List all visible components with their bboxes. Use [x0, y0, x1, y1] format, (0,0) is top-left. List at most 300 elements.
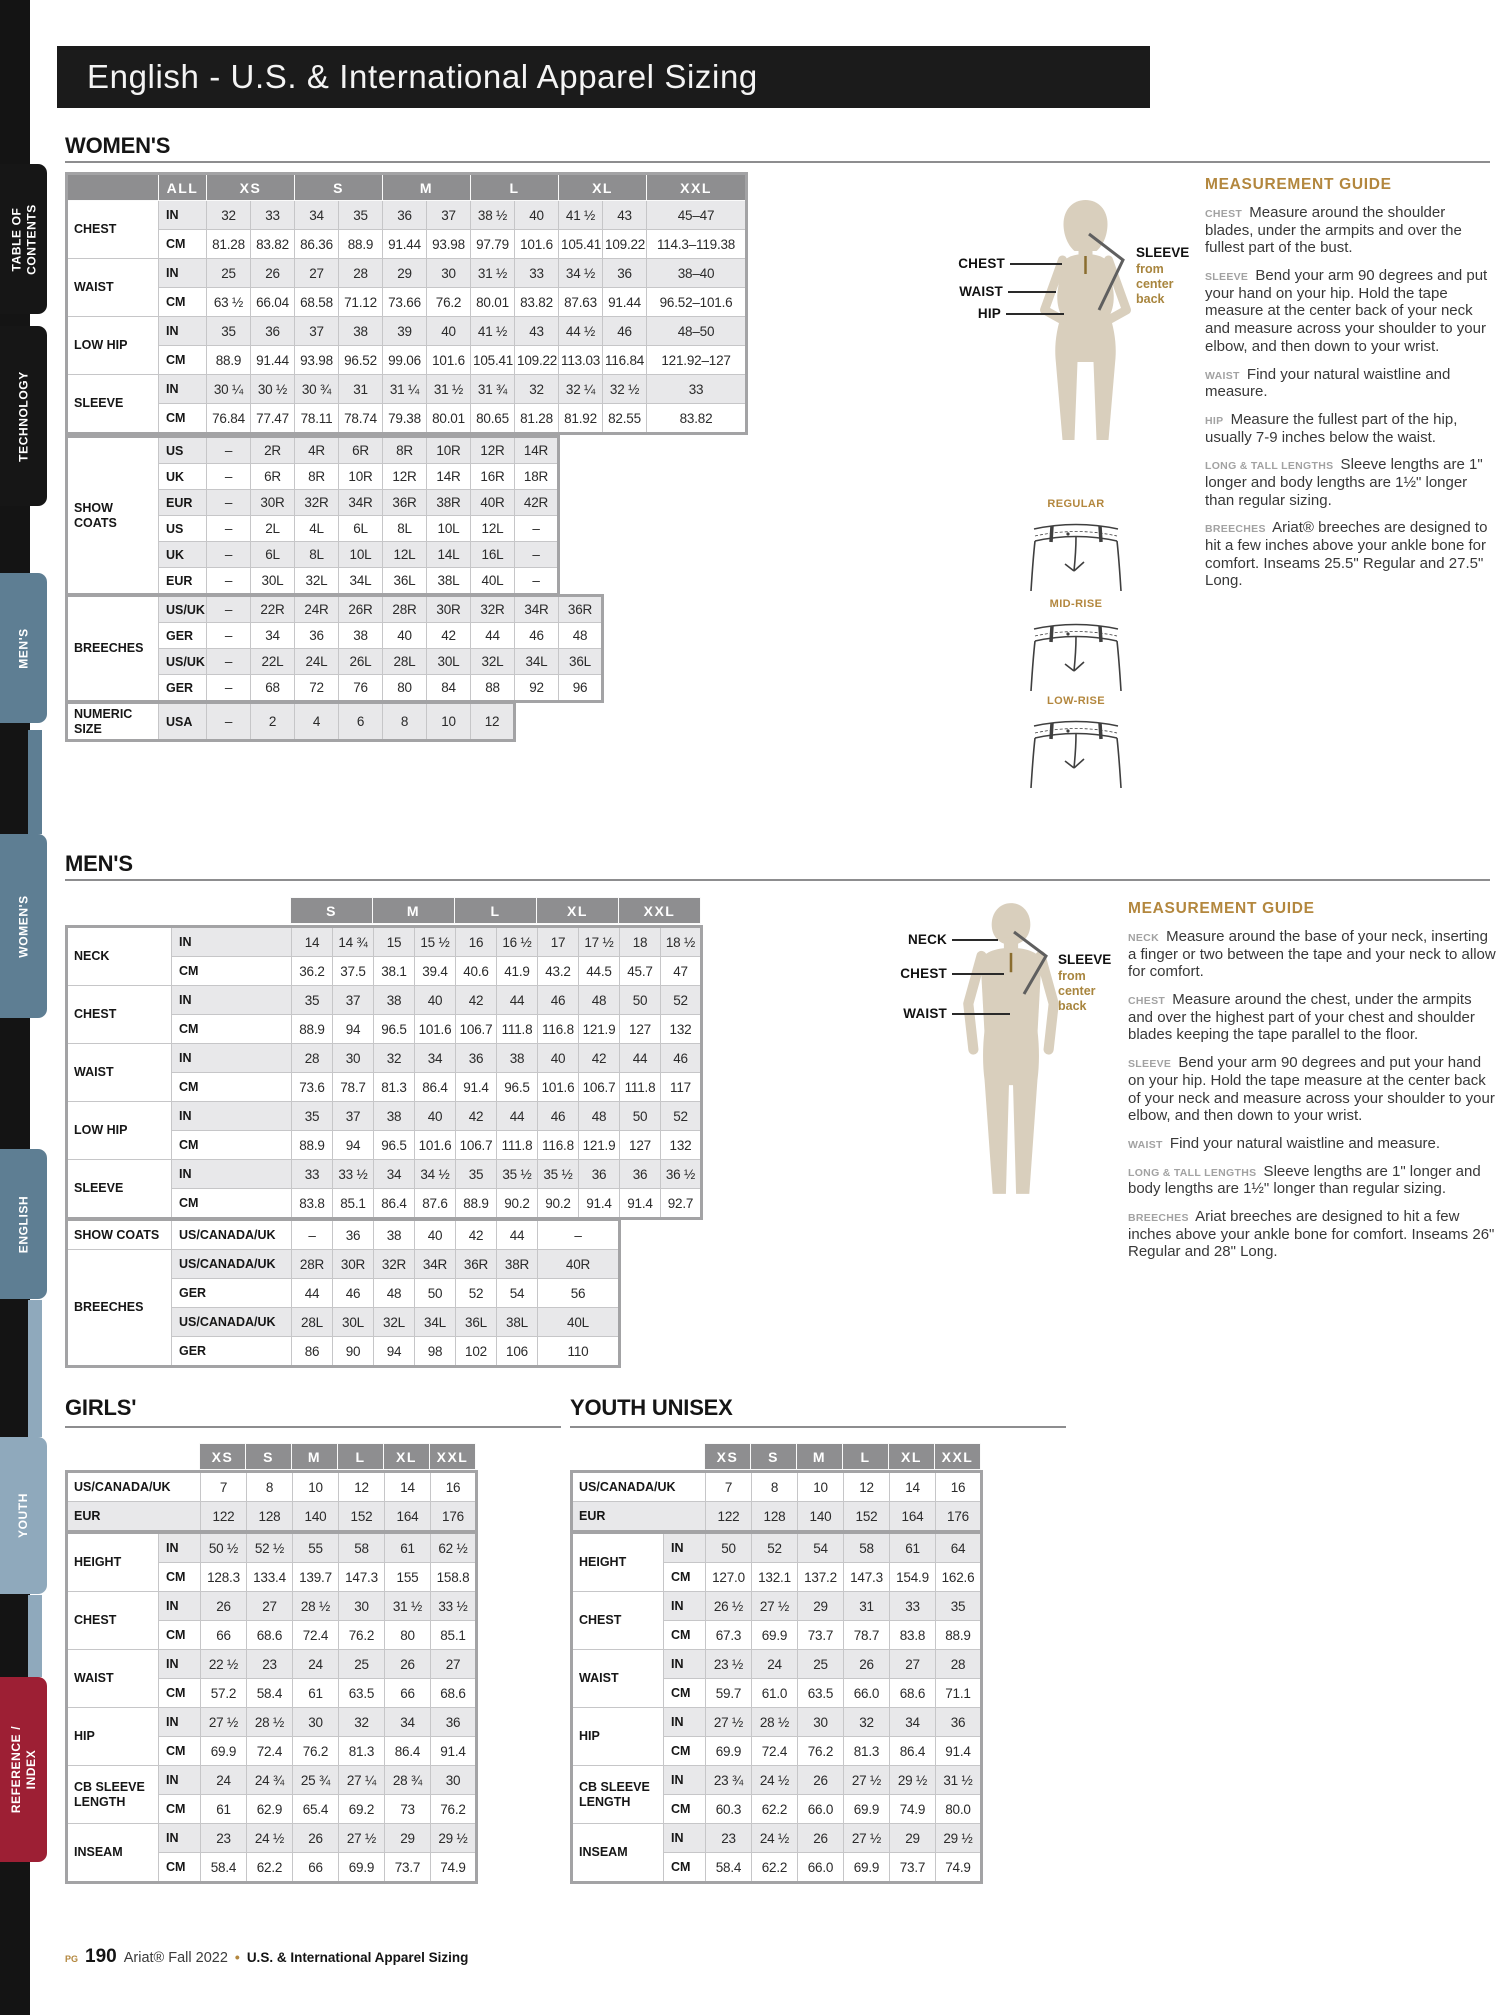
value-cell: 32L — [374, 1308, 415, 1337]
value-cell: 31 ¼ — [383, 375, 427, 404]
value-cell: 15 — [374, 927, 415, 957]
value-cell: 30 — [431, 1766, 477, 1795]
girls-sizes-table — [65, 1470, 478, 1533]
guide-item-text: Ariat® breeches are designed to hit a few inches above your ankle bone for comfort. Inseams 25.5" Regular and 27.5" Long. — [1205, 519, 1488, 590]
unit-cell: US/UK — [159, 596, 207, 623]
value-cell: – — [515, 542, 559, 568]
rise-diagram-low: LOW-RISE — [1028, 695, 1124, 799]
sidebar-tab-label: REFERENCE / INDEX — [8, 1725, 38, 1814]
value-cell: – — [207, 542, 251, 568]
value-cell: 23 — [201, 1824, 247, 1853]
value-cell: 12 — [844, 1472, 890, 1502]
value-cell: 28 — [292, 1044, 333, 1073]
value-cell: 101.6 — [538, 1073, 579, 1102]
value-cell: 28L — [383, 649, 427, 675]
size-table — [65, 1470, 478, 1533]
unit-cell: CM — [664, 1853, 706, 1883]
lab-cell: SHOW COATS — [67, 1220, 172, 1250]
value-cell: 86.4 — [890, 1737, 936, 1766]
value-cell: 44 — [471, 623, 515, 649]
value-cell: 30R — [251, 490, 295, 516]
unit-cell: IN — [172, 1160, 292, 1189]
value-cell: 85.1 — [431, 1621, 477, 1650]
unit-cell: IN — [664, 1708, 706, 1737]
value-cell: 61 — [890, 1533, 936, 1563]
sidebar-tab-womens[interactable] — [0, 834, 47, 1018]
value-cell: 127 — [620, 1131, 661, 1160]
value-cell: 6L — [251, 542, 295, 568]
sidebar-tab-english[interactable] — [0, 1149, 47, 1299]
value-cell: 40 — [383, 623, 427, 649]
rise-diagram-regular: REGULAR — [1028, 498, 1124, 602]
value-cell: 26 — [201, 1592, 247, 1621]
value-cell: 29 — [890, 1824, 936, 1853]
value-cell: 33 ½ — [333, 1160, 374, 1189]
value-cell: 111.8 — [497, 1015, 538, 1044]
value-cell: 28 ½ — [752, 1708, 798, 1737]
value-cell: 34R — [515, 596, 559, 623]
unit-cell: IN — [159, 1650, 201, 1679]
value-cell: 32 ½ — [603, 375, 647, 404]
guide-item-key: WAIST — [1128, 1138, 1163, 1151]
value-cell: 147.3 — [844, 1563, 890, 1592]
sidebar-tab-technology[interactable] — [0, 326, 47, 506]
value-cell: 101.6 — [515, 230, 559, 259]
value-cell: 101.6 — [415, 1131, 456, 1160]
value-cell: 36L — [383, 568, 427, 595]
value-cell: 110 — [538, 1337, 620, 1367]
lab-cell: CHEST — [67, 1592, 159, 1650]
callout-chest-m: CHEST — [862, 966, 1004, 981]
guide-item-key: BREECHES — [1205, 523, 1266, 536]
value-cell: 54 — [497, 1279, 538, 1308]
value-cell: 31 ½ — [385, 1592, 431, 1621]
value-cell: 26R — [339, 596, 383, 623]
value-cell: 132.1 — [752, 1563, 798, 1592]
value-cell: 2L — [251, 516, 295, 542]
value-cell: 30 ½ — [251, 375, 295, 404]
value-cell: 154.9 — [890, 1563, 936, 1592]
jeans-rise-icon — [1028, 613, 1124, 697]
value-cell: 86.4 — [374, 1189, 415, 1219]
value-cell: 10 — [798, 1472, 844, 1502]
section-divider-youth — [570, 1426, 1066, 1428]
lab-cell: NUMERIC SIZE — [67, 703, 159, 741]
value-cell: 10 — [293, 1472, 339, 1502]
size-table — [570, 1531, 983, 1884]
value-cell: 24 ½ — [247, 1824, 293, 1853]
callout-waist: WAIST — [930, 284, 1056, 299]
value-cell: 59.7 — [706, 1679, 752, 1708]
guide-item — [1128, 1208, 1498, 1261]
lab-cell: WAIST — [67, 1044, 172, 1102]
unit-cell: CM — [664, 1563, 706, 1592]
value-cell: 57.2 — [201, 1679, 247, 1708]
value-cell: 79.38 — [383, 404, 427, 434]
unit-cell: CM — [159, 1795, 201, 1824]
sidebar-tab-mens[interactable] — [0, 573, 47, 723]
value-cell: 66.0 — [798, 1853, 844, 1883]
lab-cell: INSEAM — [572, 1824, 664, 1883]
unit-cell: CM — [664, 1737, 706, 1766]
value-cell: 116.84 — [603, 346, 647, 375]
sleeve-note-mens: SLEEVE from center back — [1058, 952, 1112, 1013]
value-cell: 28 ¾ — [385, 1766, 431, 1795]
mens-measurement-guide — [1128, 900, 1498, 1271]
value-cell: 83.82 — [647, 404, 747, 434]
value-cell: 73.66 — [383, 288, 427, 317]
value-cell: 40.6 — [456, 957, 497, 986]
value-cell: – — [207, 596, 251, 623]
value-cell: 38 — [339, 623, 383, 649]
value-cell: 14 — [890, 1472, 936, 1502]
value-cell: 32 — [339, 1708, 385, 1737]
value-cell: 26 — [798, 1766, 844, 1795]
value-cell: 30 — [427, 259, 471, 288]
value-cell: 32R — [374, 1250, 415, 1279]
value-cell: 30L — [427, 649, 471, 675]
value-cell: 69.9 — [844, 1853, 890, 1883]
value-cell: 34L — [339, 568, 383, 595]
value-cell: 41.9 — [497, 957, 538, 986]
value-cell: 26 ½ — [706, 1592, 752, 1621]
value-cell: 137.2 — [798, 1563, 844, 1592]
value-cell: 81.92 — [559, 404, 603, 434]
section-title-mens: MEN'S — [65, 851, 133, 876]
value-cell: 96 — [559, 675, 603, 702]
value-cell: 88.9 — [207, 346, 251, 375]
lab-cell: INSEAM — [67, 1824, 159, 1883]
lab-cell: CHEST — [67, 986, 172, 1044]
value-cell: 122 — [706, 1502, 752, 1532]
hdr-cell: L — [843, 1444, 889, 1470]
page-footer — [65, 1946, 468, 1968]
jeans-rise-icon — [1028, 710, 1124, 794]
lab-cell: US/CANADA/UK — [67, 1472, 201, 1502]
unit-cell: CM — [159, 1737, 201, 1766]
guide-item — [1205, 267, 1495, 355]
value-cell: 78.74 — [339, 404, 383, 434]
value-cell: 27 ½ — [201, 1708, 247, 1737]
value-cell: 8R — [383, 437, 427, 464]
unit-cell: IN — [172, 986, 292, 1015]
value-cell: – — [207, 675, 251, 702]
value-cell: 94 — [333, 1015, 374, 1044]
value-cell: 28R — [383, 596, 427, 623]
value-cell: 133.4 — [247, 1563, 293, 1592]
value-cell: 117 — [661, 1073, 702, 1102]
value-cell: 41 ½ — [471, 317, 515, 346]
size-table — [65, 1531, 478, 1884]
value-cell: 32L — [295, 568, 339, 595]
value-cell: 33 ½ — [431, 1592, 477, 1621]
unit-cell: IN — [159, 317, 207, 346]
value-cell: – — [207, 464, 251, 490]
unit-cell: CM — [172, 1015, 292, 1044]
value-cell: 83.8 — [890, 1621, 936, 1650]
sidebar-rail-segment — [28, 1595, 42, 1677]
value-cell: 81.3 — [374, 1073, 415, 1102]
value-cell: 32R — [471, 596, 515, 623]
guide-item — [1128, 928, 1498, 981]
value-cell: 26 — [798, 1824, 844, 1853]
value-cell: – — [207, 703, 251, 741]
guide-item — [1205, 366, 1495, 401]
value-cell: 40 — [427, 317, 471, 346]
value-cell: 23 — [706, 1824, 752, 1853]
lab-cell: HEIGHT — [572, 1533, 664, 1592]
sidebar-tab-label: YOUTH — [16, 1493, 30, 1538]
value-cell: 80 — [383, 675, 427, 702]
value-cell: 6R — [339, 437, 383, 464]
guide-item-key: CHEST — [1205, 208, 1243, 220]
value-cell: 88.9 — [339, 230, 383, 259]
value-cell: 74.9 — [890, 1795, 936, 1824]
value-cell: 32L — [471, 649, 515, 675]
section-divider-mens — [65, 879, 1490, 881]
value-cell: 69.9 — [201, 1737, 247, 1766]
value-cell: 68 — [251, 675, 295, 702]
value-cell: 42 — [456, 1102, 497, 1131]
value-cell: 52 ½ — [247, 1533, 293, 1563]
value-cell: 45–47 — [647, 201, 747, 230]
value-cell: 74.9 — [431, 1853, 477, 1883]
hdr-cell: S — [291, 898, 373, 924]
unit-cell: US — [159, 437, 207, 464]
lab-cell: CB SLEEVE LENGTH — [572, 1766, 664, 1824]
sidebar-tab-label: WOMEN'S — [16, 894, 30, 958]
size-table — [65, 1218, 621, 1368]
value-cell: 42 — [456, 986, 497, 1015]
value-cell: 87.6 — [415, 1189, 456, 1219]
value-cell: 28R — [292, 1250, 333, 1279]
value-cell: 72 — [295, 675, 339, 702]
value-cell: 40L — [538, 1308, 620, 1337]
unit-cell: IN — [172, 1044, 292, 1073]
value-cell: 25 — [339, 1650, 385, 1679]
value-cell: 40 — [415, 986, 456, 1015]
lab-cell: SHOW COATS — [67, 437, 159, 595]
value-cell: 46 — [603, 317, 647, 346]
unit-cell: IN — [664, 1533, 706, 1563]
value-cell: 121.9 — [579, 1131, 620, 1160]
value-cell: 80.0 — [936, 1795, 982, 1824]
lab-cell: NECK — [67, 927, 172, 986]
size-table — [570, 1470, 983, 1533]
unit-cell: US — [159, 516, 207, 542]
value-cell: 4L — [295, 516, 339, 542]
guide-item — [1128, 1135, 1498, 1153]
value-cell: 16 — [431, 1472, 477, 1502]
value-cell: 36 — [333, 1220, 374, 1250]
guide-item — [1205, 456, 1495, 509]
value-cell: 54 — [798, 1533, 844, 1563]
value-cell: 106.7 — [456, 1131, 497, 1160]
guide-item-text: Measure the fullest part of the hip, usually 7-9 inches below the waist. — [1205, 410, 1458, 446]
value-cell: 76.2 — [798, 1737, 844, 1766]
value-cell: 99.06 — [383, 346, 427, 375]
value-cell: – — [207, 623, 251, 649]
unit-cell: CM — [159, 1621, 201, 1650]
callout-neck: NECK — [862, 932, 998, 947]
unit-cell: IN — [159, 259, 207, 288]
value-cell: 86.4 — [385, 1737, 431, 1766]
value-cell: 91.44 — [603, 288, 647, 317]
sidebar-tab-table-of-contents[interactable] — [0, 164, 47, 314]
value-cell: 48–50 — [647, 317, 747, 346]
callout-line — [1010, 263, 1062, 265]
value-cell: 132 — [661, 1131, 702, 1160]
section-divider-womens — [65, 161, 1490, 163]
value-cell: 36 — [579, 1160, 620, 1189]
value-cell: 39.4 — [415, 957, 456, 986]
sidebar-tab-youth[interactable] — [0, 1437, 47, 1594]
value-cell: 31 ¾ — [471, 375, 515, 404]
value-cell: 37 — [333, 1102, 374, 1131]
value-cell: 98 — [415, 1337, 456, 1367]
value-cell: 48 — [579, 986, 620, 1015]
value-cell: 16L — [471, 542, 515, 568]
value-cell: 38 — [497, 1044, 538, 1073]
value-cell: 27 — [431, 1650, 477, 1679]
value-cell: 83.82 — [515, 288, 559, 317]
unit-cell: CM — [159, 346, 207, 375]
value-cell: 2 — [251, 703, 295, 741]
value-cell: 36 — [251, 317, 295, 346]
value-cell: 37 — [427, 201, 471, 230]
value-cell: 27 ½ — [844, 1766, 890, 1795]
value-cell: 91.4 — [936, 1737, 982, 1766]
value-cell: 34 — [415, 1044, 456, 1073]
hdr-cell: S — [246, 1444, 292, 1470]
value-cell: 24L — [295, 649, 339, 675]
value-cell: 40R — [538, 1250, 620, 1279]
value-cell: 88.9 — [292, 1015, 333, 1044]
value-cell: 35 — [292, 1102, 333, 1131]
value-cell: 38L — [427, 568, 471, 595]
value-cell: 116.8 — [538, 1015, 579, 1044]
value-cell: 8 — [383, 703, 427, 741]
value-cell: 4 — [295, 703, 339, 741]
guide-item — [1128, 1054, 1498, 1125]
sidebar-tab-label: TABLE OF CONTENTS — [8, 203, 38, 275]
value-cell: 23 — [247, 1650, 293, 1679]
unit-cell: UK — [159, 464, 207, 490]
value-cell: 69.9 — [706, 1737, 752, 1766]
hdr-cell — [67, 174, 159, 201]
unit-cell: IN — [159, 1824, 201, 1853]
jeans-rise-icon — [1028, 513, 1124, 597]
value-cell: 12L — [471, 516, 515, 542]
value-cell: 87.63 — [559, 288, 603, 317]
callout-chest: CHEST — [930, 256, 1062, 271]
value-cell: 26 — [385, 1650, 431, 1679]
value-cell: 6 — [339, 703, 383, 741]
unit-cell: GER — [159, 675, 207, 702]
value-cell: 106 — [497, 1337, 538, 1367]
value-cell: 66.0 — [844, 1679, 890, 1708]
value-cell: 88 — [471, 675, 515, 702]
value-cell: 38 — [374, 1102, 415, 1131]
womens-measurements-table — [65, 172, 748, 435]
value-cell: 33 — [292, 1160, 333, 1189]
value-cell: 45.7 — [620, 957, 661, 986]
value-cell: 4R — [295, 437, 339, 464]
value-cell: 10R — [427, 437, 471, 464]
value-cell: 41 ½ — [559, 201, 603, 230]
unit-cell: IN — [664, 1766, 706, 1795]
value-cell: 38R — [427, 490, 471, 516]
lab-cell: CHEST — [572, 1592, 664, 1650]
guide-item-key: HIP — [1205, 414, 1224, 427]
value-cell: 61 — [385, 1533, 431, 1563]
sleeve-measure-line-icon — [1012, 928, 1058, 1000]
value-cell: 14R — [515, 437, 559, 464]
value-cell: 36R — [559, 596, 603, 623]
lab-cell: LOW HIP — [67, 1102, 172, 1160]
value-cell: 76 — [339, 675, 383, 702]
value-cell: 46 — [661, 1044, 702, 1073]
value-cell: 48 — [559, 623, 603, 649]
hdr-cell: S — [751, 1444, 797, 1470]
value-cell: 64 — [936, 1533, 982, 1563]
value-cell: 44 — [497, 1102, 538, 1131]
value-cell: 10L — [339, 542, 383, 568]
hdr-cell: XL — [537, 898, 619, 924]
value-cell: 132 — [661, 1015, 702, 1044]
value-cell: 72.4 — [247, 1737, 293, 1766]
value-cell: 33 — [647, 375, 747, 404]
value-cell: 25 — [798, 1650, 844, 1679]
unit-cell: IN — [159, 201, 207, 230]
value-cell: 31 ½ — [936, 1766, 982, 1795]
value-cell: 32 — [374, 1044, 415, 1073]
value-cell: 26 — [293, 1824, 339, 1853]
value-cell: 52 — [661, 986, 702, 1015]
mens-size-header — [290, 897, 701, 924]
value-cell: 86 — [292, 1337, 333, 1367]
hdr-cell: L — [471, 174, 559, 201]
value-cell: 40 — [415, 1102, 456, 1131]
value-cell: 37.5 — [333, 957, 374, 986]
page-header-bar — [57, 46, 1150, 108]
lab-cell: HEIGHT — [67, 1533, 159, 1592]
value-cell: 66 — [385, 1679, 431, 1708]
value-cell: 34 — [890, 1708, 936, 1737]
value-cell: 58.4 — [706, 1853, 752, 1883]
value-cell: 67.3 — [706, 1621, 752, 1650]
guide-item-text: Bend your arm 90 degrees and put your hand on your hip. Hold the tape measure at the center back of your neck and measure across your shoulder to your elbow, and then down to your wrist. — [1205, 267, 1488, 355]
value-cell: 128.3 — [201, 1563, 247, 1592]
size-table — [65, 435, 560, 596]
value-cell: 111.8 — [497, 1131, 538, 1160]
value-cell: 26 — [251, 259, 295, 288]
value-cell: 23 ¾ — [706, 1766, 752, 1795]
value-cell: – — [207, 568, 251, 595]
guide-item-key: SLEEVE — [1205, 271, 1249, 284]
value-cell: 31 ½ — [471, 259, 515, 288]
value-cell: 164 — [385, 1502, 431, 1532]
girls-measurements-table — [65, 1531, 478, 1884]
youth-size-header — [704, 1443, 981, 1470]
lab-cell: EUR — [572, 1502, 706, 1532]
hdr-cell: XXL — [935, 1444, 981, 1470]
guide-item-text: Sleeve lengths are 1" longer and body lengths are 1½" longer than regular sizing. — [1205, 456, 1483, 509]
value-cell: 34L — [415, 1308, 456, 1337]
value-cell: 24 ½ — [752, 1824, 798, 1853]
value-cell: 30 — [798, 1708, 844, 1737]
sidebar-tab-reference-index[interactable] — [0, 1677, 47, 1862]
